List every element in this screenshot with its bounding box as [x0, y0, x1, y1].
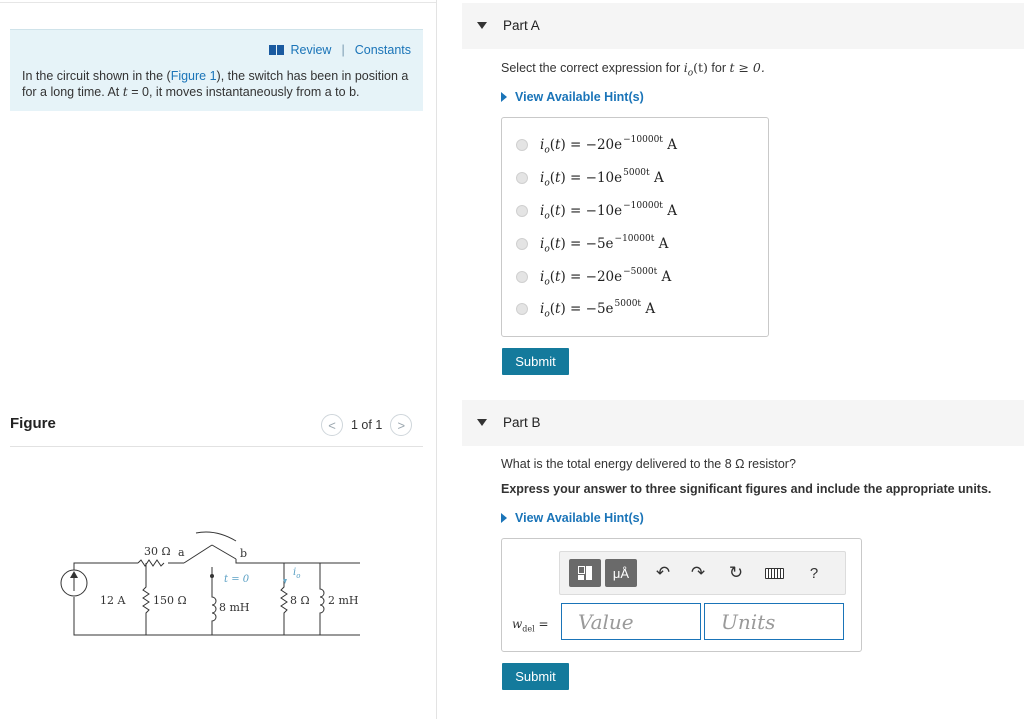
label-r30: 30 Ω — [144, 545, 171, 558]
choice-3[interactable] — [516, 201, 677, 221]
template-icon — [578, 566, 592, 580]
radio-button[interactable] — [516, 303, 528, 315]
choice-4-expression: $i_o(t) = -5e^{-10000t}$ A — [540, 233, 669, 255]
intro-text: In the circuit shown in the (Figure 1), the switch has been in position a for a long time. At t = 0, it moves instantaneously from a to b. — [22, 69, 409, 99]
inductor-8mH — [212, 577, 216, 635]
redo-icon[interactable]: ↷ — [690, 563, 706, 582]
part-a-header[interactable] — [462, 3, 1024, 49]
part-b-title: Part B — [503, 415, 541, 430]
chevron-left-icon: < — [328, 417, 336, 433]
choice-5-expression: $i_o(t) = -20e^{-5000t}$ A — [540, 266, 672, 288]
review-link[interactable]: Review — [290, 43, 332, 57]
resistor-8 — [281, 563, 287, 635]
constants-link[interactable]: Constants — [354, 43, 411, 57]
prev-figure-button[interactable] — [321, 414, 343, 436]
part-b-submit-button[interactable]: Submit — [502, 663, 569, 690]
top-divider — [0, 2, 436, 3]
choice-5[interactable] — [516, 267, 671, 287]
switch-bar — [212, 545, 236, 559]
answer-variable-label: $w_{del}$ = — [512, 617, 549, 634]
label-l8: 8 mH — [219, 601, 250, 614]
part-b-hint-label: View Available Hint(s) — [515, 511, 644, 525]
choice-6[interactable] — [516, 299, 655, 319]
choice-3-expression: $i_o(t) = -10e^{-10000t}$ A — [540, 200, 677, 222]
part-b-hint-toggle[interactable] — [501, 511, 644, 525]
part-b-instruction: Express your answer to three significant figures and include the appropriate units. — [501, 482, 992, 496]
resource-links — [269, 43, 411, 57]
part-a-prompt: Select the correct expression for $i_o(t)$ for t ≥ 0. — [501, 60, 765, 79]
choice-2-expression: $i_o(t) = -10e^{5000t}$ A — [540, 167, 664, 189]
template-button[interactable] — [569, 559, 601, 587]
units-button[interactable]: μÅ — [605, 559, 637, 587]
wire-top-left — [74, 563, 138, 570]
label-io: $i_o$ — [293, 567, 301, 580]
part-a-title: Part A — [503, 18, 540, 33]
radio-button[interactable] — [516, 205, 528, 217]
radio-button[interactable] — [516, 172, 528, 184]
collapse-triangle-icon — [477, 22, 487, 29]
caret-right-icon — [501, 92, 507, 102]
part-b-prompt: What is the total energy delivered to the 8 Ω resistor? — [501, 457, 796, 471]
radio-button[interactable] — [516, 238, 528, 250]
column-divider — [436, 0, 437, 719]
label-a: a — [178, 546, 185, 559]
figure-divider — [10, 446, 423, 447]
label-t0: t = 0 — [224, 574, 250, 585]
part-a-submit-button[interactable]: Submit — [502, 348, 569, 375]
part-a-hint-label: View Available Hint(s) — [515, 90, 644, 104]
reset-icon[interactable]: ↻ — [728, 563, 744, 582]
choice-1-expression: $i_o(t) = -20e^{-10000t}$ A — [540, 134, 677, 156]
figure-page-count: 1 of 1 — [351, 418, 383, 432]
choice-1[interactable] — [516, 135, 677, 155]
label-b: b — [240, 547, 248, 560]
source-arrow-head — [70, 571, 78, 578]
switch-blade — [184, 545, 212, 563]
label-source: 12 A — [100, 594, 126, 607]
part-b-answer-area — [501, 538, 862, 652]
problem-intro — [10, 29, 423, 111]
label-r150: 150 Ω — [153, 594, 187, 607]
switch-arc — [196, 532, 236, 541]
resistor-30 — [138, 560, 164, 566]
node-dot — [210, 574, 214, 578]
figure-heading: Figure — [10, 415, 56, 432]
part-a-hint-toggle[interactable] — [501, 90, 644, 104]
circuit-diagram — [60, 525, 370, 640]
choice-2[interactable] — [516, 168, 664, 188]
figure-pager — [321, 414, 412, 436]
book-icon — [269, 45, 284, 55]
part-a-choices — [501, 117, 769, 337]
inductor-2mH — [320, 563, 324, 635]
wire-top-right — [236, 559, 360, 563]
next-figure-button[interactable] — [390, 414, 412, 436]
math-toolbar — [559, 551, 846, 595]
choice-4[interactable] — [516, 234, 668, 254]
radio-button[interactable] — [516, 139, 528, 151]
help-button[interactable]: ? — [809, 564, 819, 582]
keyboard-icon[interactable] — [763, 559, 785, 587]
chevron-right-icon: > — [397, 417, 406, 433]
choice-6-expression: $i_o(t) = -5e^{5000t}$ A — [540, 298, 656, 320]
link-separator: | — [341, 43, 345, 57]
label-r8: 8 Ω — [290, 594, 310, 607]
value-input[interactable]: Value — [561, 603, 701, 640]
collapse-triangle-icon — [477, 419, 487, 426]
label-l2: 2 mH — [328, 594, 359, 607]
figure-link[interactable]: Figure 1 — [170, 69, 217, 83]
radio-button[interactable] — [516, 271, 528, 283]
units-input[interactable]: Units — [704, 603, 844, 640]
part-b-header[interactable] — [462, 400, 1024, 446]
resistor-150 — [143, 563, 149, 635]
caret-right-icon — [501, 513, 507, 523]
undo-icon[interactable]: ↶ — [655, 563, 671, 582]
